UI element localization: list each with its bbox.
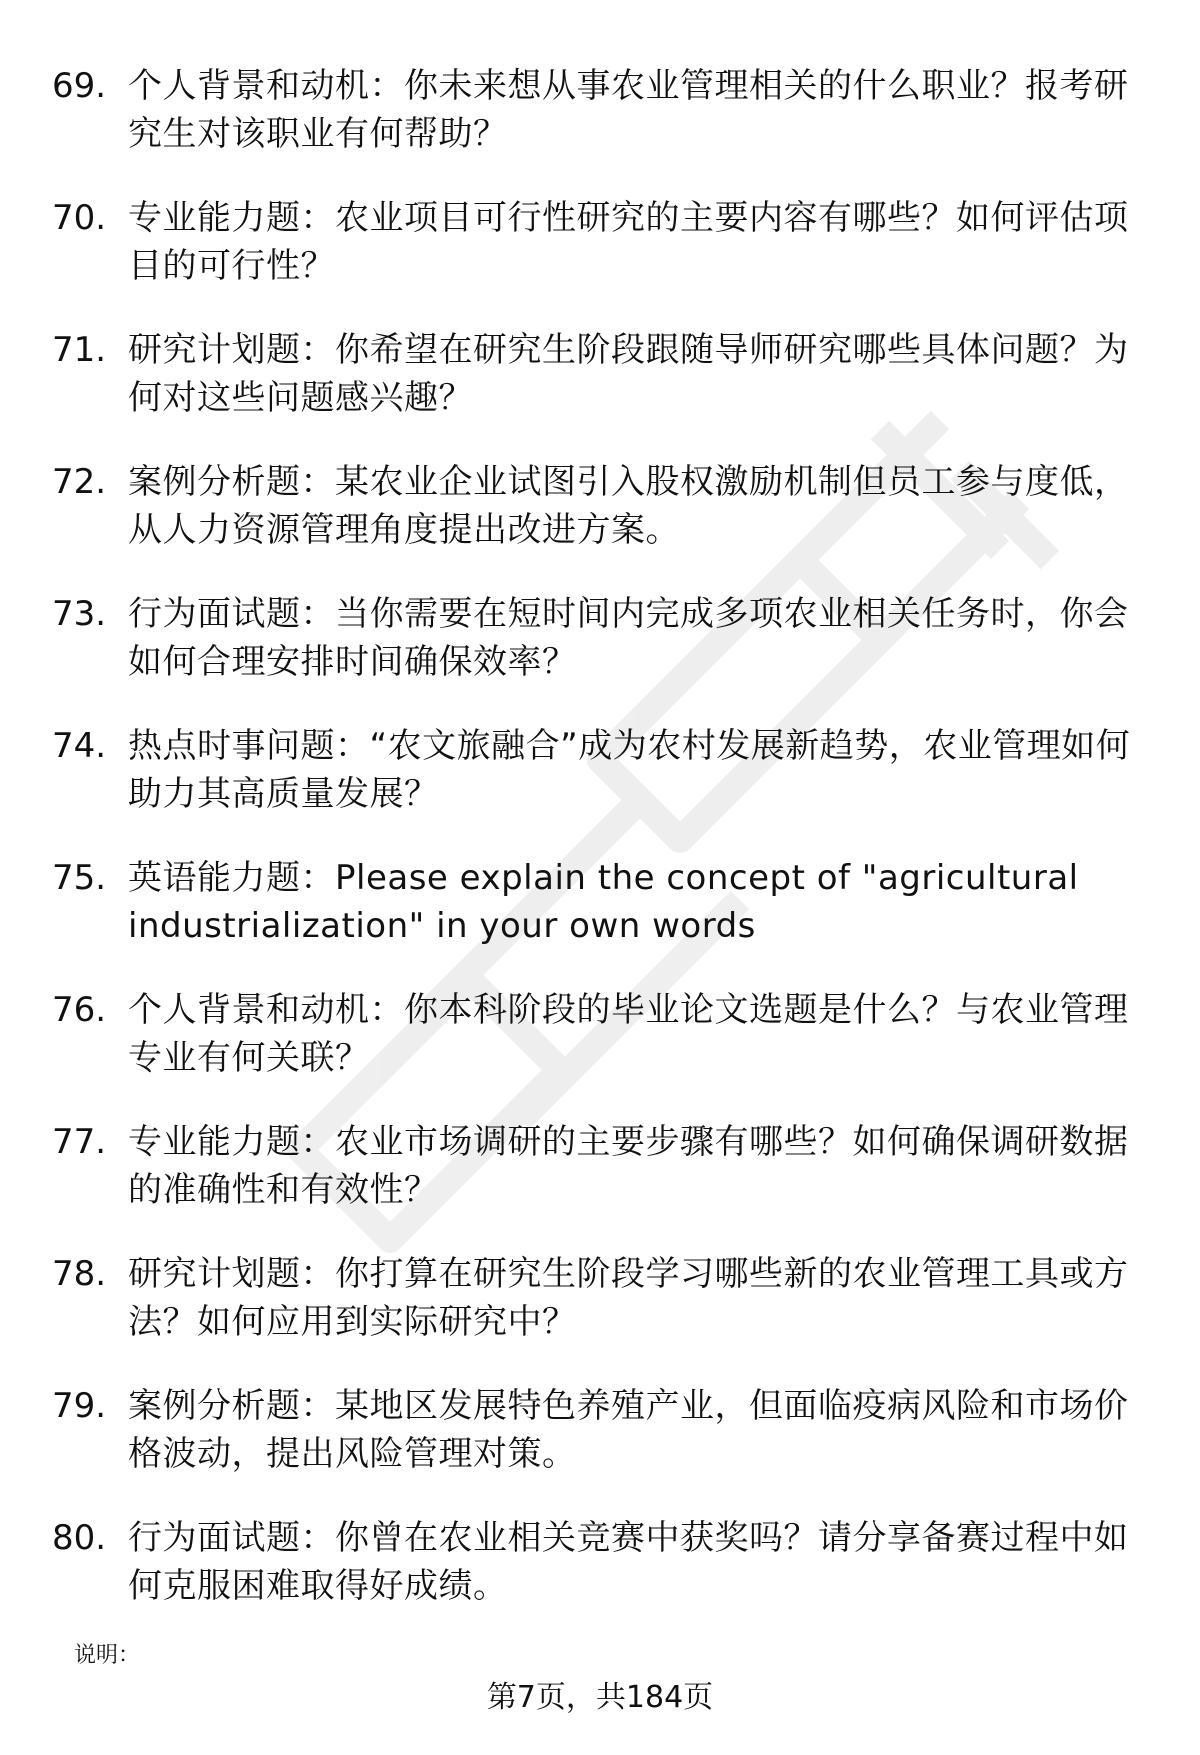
- question-text: 案例分析题：某地区发展特色养殖产业，但面临疫病风险和市场价格波动，提出风险管理对策。: [128, 1386, 1129, 1474]
- question-item: [0, 194, 1200, 326]
- question-number: 79.: [52, 1386, 107, 1426]
- question-text: 研究计划题：你打算在研究生阶段学习哪些新的农业管理工具或方法？如何应用到实际研究中？: [128, 1254, 1129, 1342]
- question-text: 行为面试题：你曾在农业相关竞赛中获奖吗？请分享备赛过程中如何克服困难取得好成绩。: [128, 1518, 1129, 1606]
- question-item: [0, 854, 1200, 986]
- question-text: 英语能力题：Please explain the concept of "agricultural industrialization" in your own words: [128, 858, 1079, 946]
- question-text: 专业能力题：农业市场调研的主要步骤有哪些？如何确保调研数据的准确性和有效性？: [128, 1122, 1129, 1210]
- question-item: [0, 326, 1200, 458]
- note-label: 说明：: [74, 1643, 141, 1668]
- question-text: 热点时事问题：“农文旅融合”成为农村发展新趋势，农业管理如何助力其高质量发展？: [128, 726, 1131, 814]
- page-footer: 第7页，共184页: [486, 1680, 714, 1715]
- question-text: 个人背景和动机：你未来想从事农业管理相关的什么职业？报考研究生对该职业有何帮助？: [128, 66, 1129, 154]
- question-item: [0, 62, 1200, 194]
- question-item: [0, 1250, 1200, 1382]
- question-number: 78.: [52, 1254, 107, 1294]
- question-number: 70.: [52, 198, 107, 238]
- question-number: 76.: [52, 990, 107, 1030]
- question-number: 77.: [52, 1122, 107, 1162]
- question-number: 74.: [52, 726, 107, 766]
- question-item: [0, 590, 1200, 722]
- question-list: [0, 62, 1200, 1646]
- question-item: [0, 986, 1200, 1118]
- question-text: 个人背景和动机：你本科阶段的毕业论文选题是什么？与农业管理专业有何关联？: [128, 990, 1129, 1078]
- question-number: 75.: [52, 858, 107, 898]
- question-item: [0, 1382, 1200, 1514]
- question-text: 行为面试题：当你需要在短时间内完成多项农业相关任务时，你会如何合理安排时间确保效率？: [128, 594, 1129, 682]
- question-number: 69.: [52, 66, 107, 106]
- question-item: [0, 722, 1200, 854]
- question-item: [0, 458, 1200, 590]
- question-number: 80.: [52, 1518, 107, 1558]
- question-text: 研究计划题：你希望在研究生阶段跟随导师研究哪些具体问题？为何对这些问题感兴趣？: [128, 330, 1129, 418]
- question-text: 案例分析题：某农业企业试图引入股权激励机制但员工参与度低，从人力资源管理角度提出改进方案。: [128, 462, 1129, 550]
- question-number: 71.: [52, 330, 107, 370]
- question-text: 专业能力题：农业项目可行性研究的主要内容有哪些？如何评估项目的可行性？: [128, 198, 1129, 286]
- question-number: 73.: [52, 594, 107, 634]
- question-number: 72.: [52, 462, 107, 502]
- question-item: [0, 1514, 1200, 1646]
- question-item: [0, 1118, 1200, 1250]
